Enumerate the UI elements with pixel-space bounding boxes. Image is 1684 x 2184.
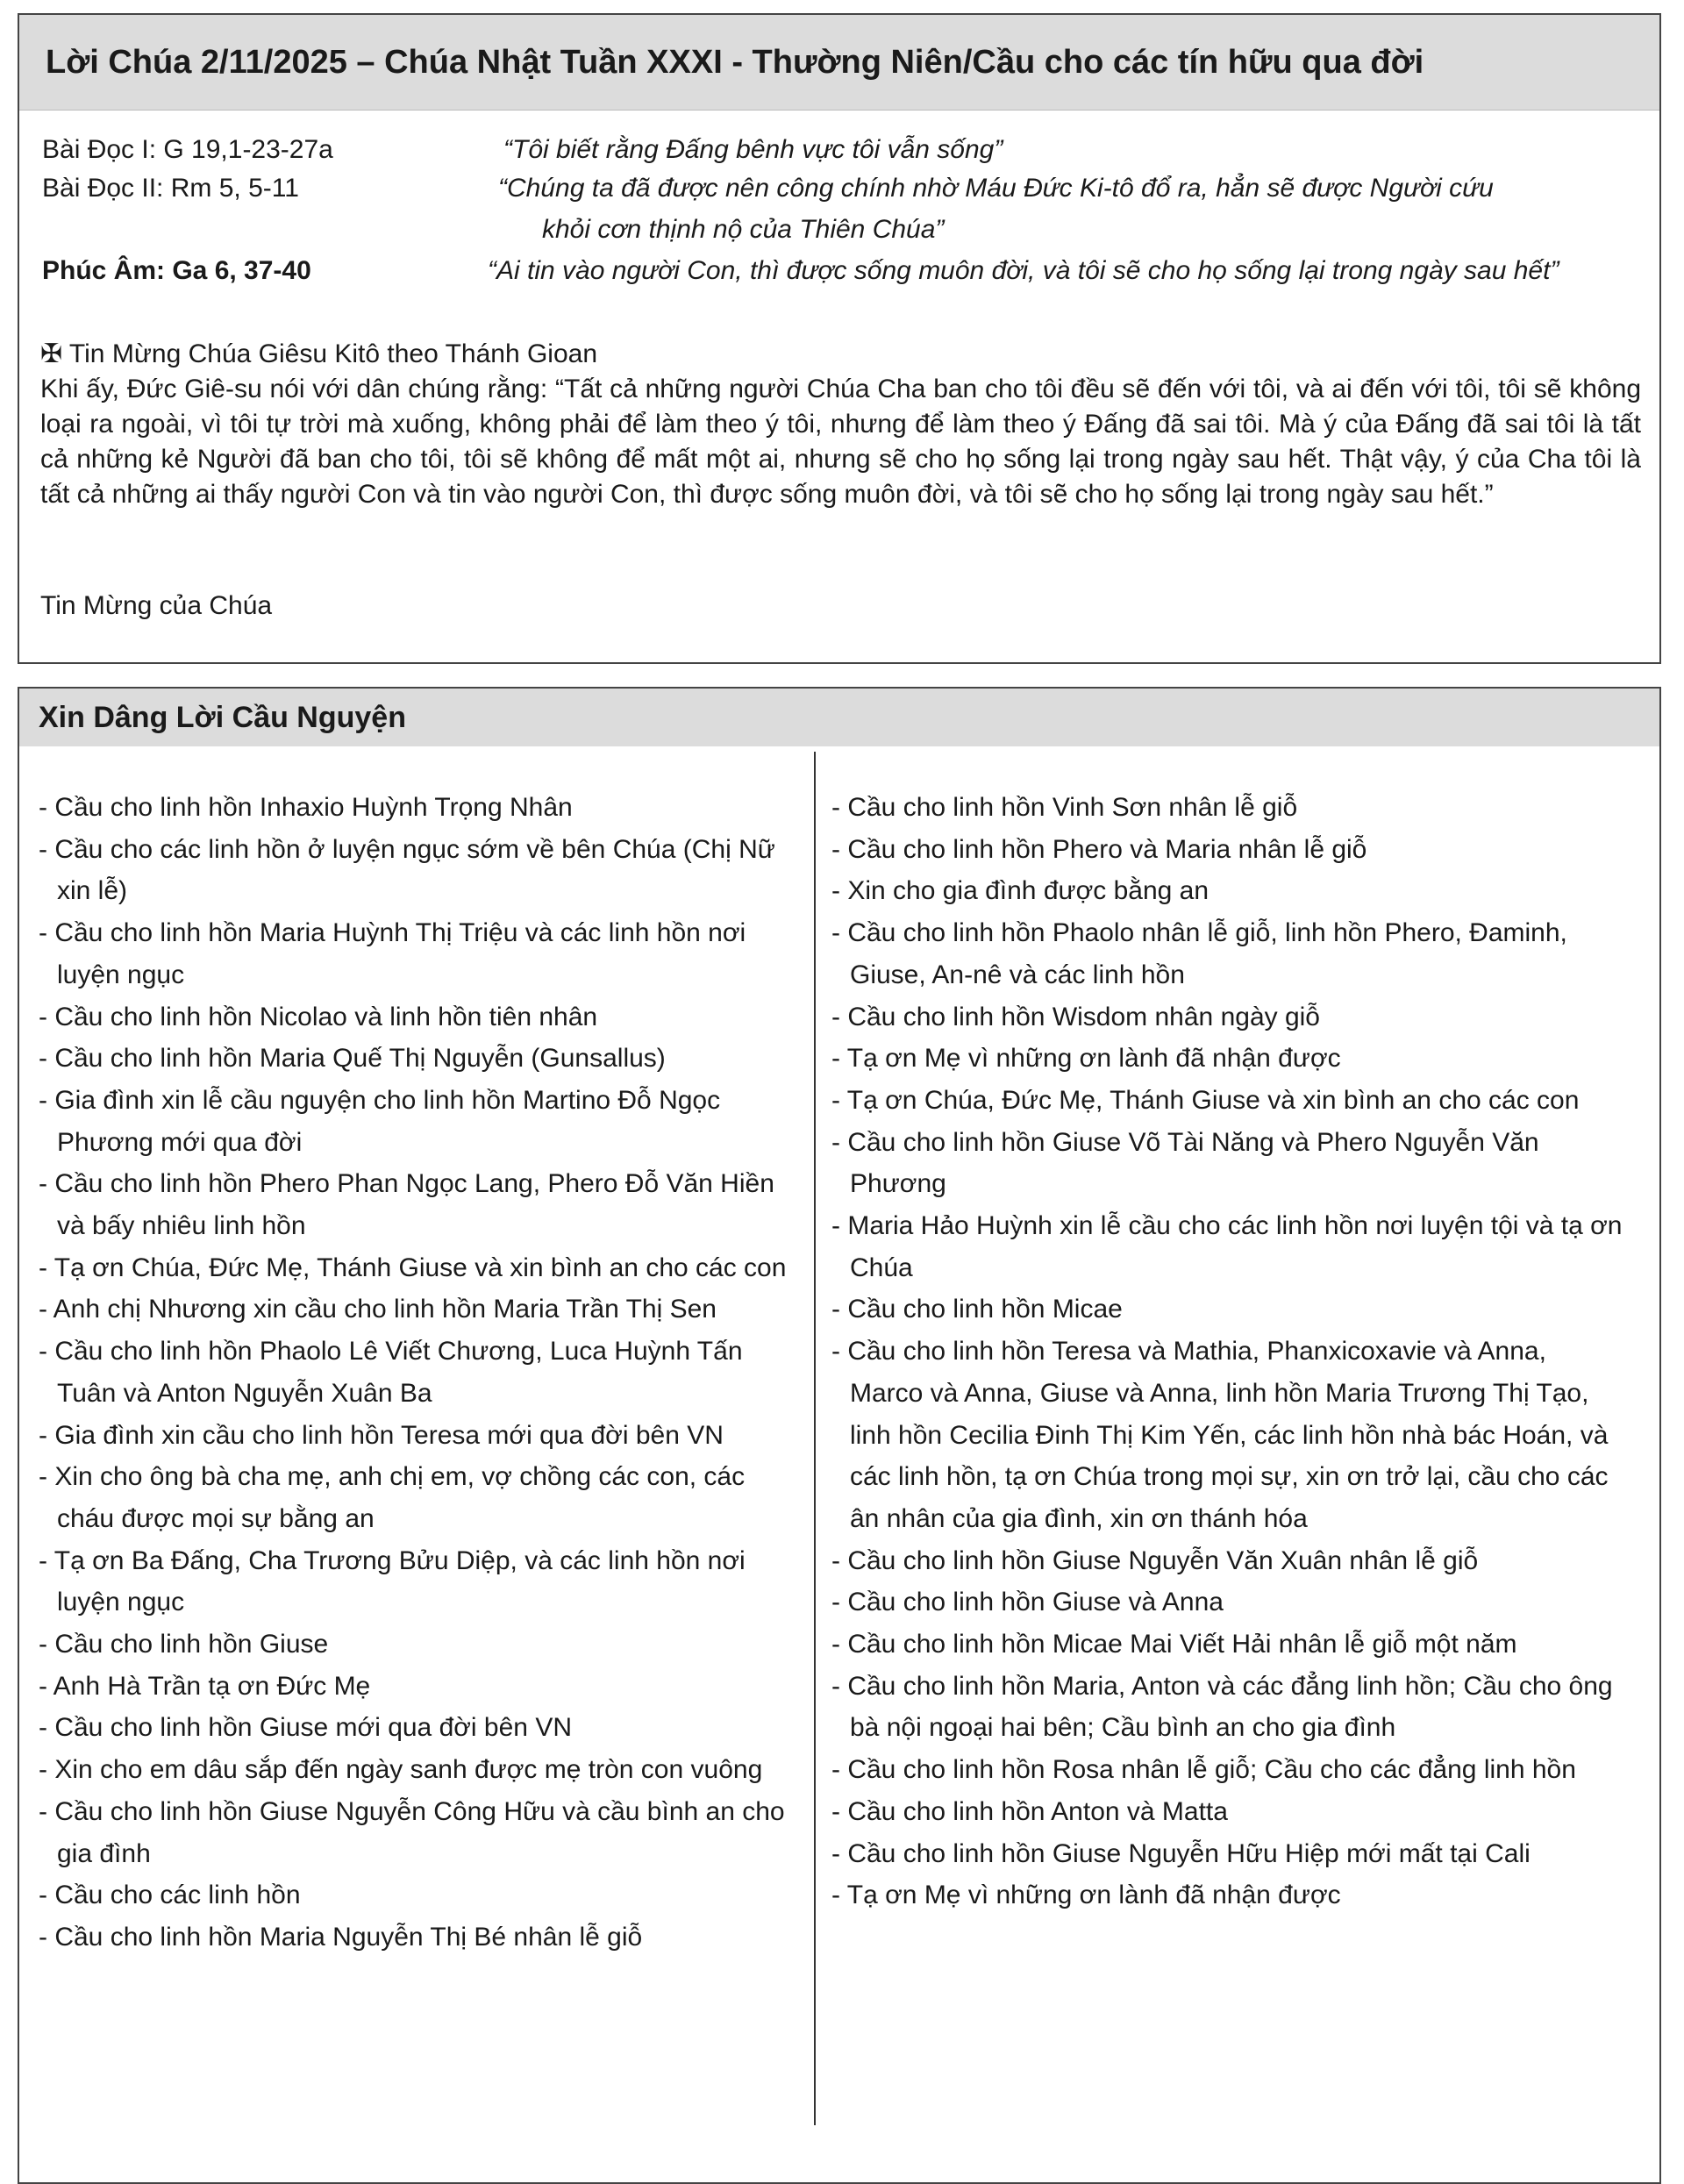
prayer-item: - Tạ ơn Chúa, Đức Mẹ, Thánh Giuse và xin bình an cho các con bbox=[831, 1085, 1580, 1115]
prayer-item: - Cầu cho linh hồn Giuse mới qua đời bên VN bbox=[39, 1713, 572, 1743]
prayer-item: - Maria Hảo Huỳnh xin lễ cầu cho các linh hồn nơi luyện tội và tạ ơn Chúa bbox=[831, 1211, 1623, 1282]
prayer-item: - Cầu cho linh hồn Phero Phan Ngọc Lang, Phero Đỗ Văn Hiền và bấy nhiêu linh hồn bbox=[39, 1169, 774, 1241]
prayer-item: - Cầu cho linh hồn Teresa và Mathia, Phanxicoxavie và Anna, Marco và Anna, Giuse và Anna, linh hồn Maria Trương Thị Tạo, linh hồn Cecilia Đinh Thị Kim Yến, các linh hồn nhà bác Hoán, và các linh hồn, tạ ơn Chúa trong mọi sự, xin ơn trở lại, cầu cho các ân nhân của gia đình, xin ơn thánh hóa bbox=[831, 1337, 1609, 1533]
prayer-item: - Anh Hà Trần tạ ơn Đức Mẹ bbox=[39, 1671, 371, 1701]
prayer-list-left bbox=[39, 787, 802, 1959]
page-title: Lời Chúa 2/11/2025 – Chúa Nhật Tuần XXXI - Thường Niên/Cầu cho các tín hữu qua đời bbox=[19, 15, 1659, 111]
prayer-item: - Gia đình xin cầu cho linh hồn Teresa mới qua đời bên VN bbox=[39, 1420, 724, 1450]
prayer-item: - Cầu cho linh hồn Anton và Matta bbox=[831, 1796, 1228, 1826]
prayer-list-right bbox=[831, 787, 1625, 1916]
prayer-item: - Cầu cho các linh hồn bbox=[39, 1881, 301, 1910]
prayer-item: - Cầu cho linh hồn Phaolo Lê Viết Chương, Luca Huỳnh Tấn Tuân và Anton Nguyễn Xuân Ba bbox=[39, 1337, 743, 1408]
prayer-item: - Tạ ơn Mẹ vì những ơn lành đã nhận được bbox=[831, 1881, 1341, 1910]
prayer-item: - Cầu cho linh hồn Giuse Võ Tài Năng và Phero Nguyễn Văn Phương bbox=[831, 1127, 1539, 1199]
prayer-item: - Cầu cho linh hồn Nicolao và linh hồn tiên nhân bbox=[39, 1002, 598, 1031]
prayer-item: - Cầu cho linh hồn Maria, Anton và các đẳng linh hồn; Cầu cho ông bà nội ngoại hai bên; Cầu bình an cho gia đình bbox=[831, 1671, 1613, 1743]
prayer-item: - Cầu cho linh hồn Giuse Nguyễn Văn Xuân nhân lễ giỗ bbox=[831, 1545, 1479, 1575]
prayer-item: - Anh chị Nhương xin cầu cho linh hồn Maria Trần Thị Sen bbox=[39, 1295, 717, 1324]
gospel-closing: Tin Mừng của Chúa bbox=[40, 591, 273, 620]
prayer-item: - Cầu cho linh hồn Inhaxio Huỳnh Trọng Nhân bbox=[39, 793, 573, 822]
prayer-item: - Cầu cho linh hồn Vinh Sơn nhân lễ giỗ bbox=[831, 793, 1298, 822]
prayer-item: - Cầu cho linh hồn Maria Quế Thị Nguyễn (Gunsallus) bbox=[39, 1044, 666, 1074]
prayer-item: - Tạ ơn Chúa, Đức Mẹ, Thánh Giuse và xin bình an cho các con bbox=[39, 1253, 787, 1282]
prayer-box bbox=[18, 687, 1661, 2184]
prayer-title: Xin Dâng Lời Cầu Nguyện bbox=[19, 689, 1659, 746]
prayer-item: - Cầu cho linh hồn Phero và Maria nhân lễ giỗ bbox=[831, 834, 1367, 864]
prayer-item: - Cầu cho linh hồn Giuse bbox=[39, 1630, 329, 1659]
reading-1-text: “Tôi biết rằng Đấng bênh vực tôi vẫn sống” bbox=[503, 135, 1003, 164]
prayer-item: - Tạ ơn Ba Đấng, Cha Trương Bửu Diệp, và các linh hồn nơi luyện ngục bbox=[39, 1545, 746, 1617]
prayer-item: - Xin cho ông bà cha mẹ, anh chị em, vợ chồng các con, các cháu được mọi sự bằng an bbox=[39, 1462, 746, 1533]
scripture-box bbox=[18, 13, 1661, 664]
prayer-item: - Cầu cho linh hồn Maria Nguyễn Thị Bé nhân lễ giỗ bbox=[39, 1922, 643, 1952]
reading-2-text-line1: “Chúng ta đã được nên công chính nhờ Máu Đức Ki-tô đổ ra, hẳn sẽ được Người cứu bbox=[498, 174, 1494, 203]
reading-1-label: Bài Đọc I: G 19,1-23-27a bbox=[42, 135, 333, 164]
prayer-item: - Xin cho em dâu sắp đến ngày sanh được mẹ tròn con vuông bbox=[39, 1755, 763, 1785]
prayer-item: - Cầu cho các linh hồn ở luyện ngục sớm về bên Chúa (Chị Nữ xin lễ) bbox=[39, 834, 775, 906]
prayer-item: - Tạ ơn Mẹ vì những ơn lành đã nhận được bbox=[831, 1044, 1341, 1074]
prayer-item: - Cầu cho linh hồn Giuse Nguyễn Công Hữu và cầu bình an cho gia đình bbox=[39, 1796, 785, 1868]
reading-3-label: Phúc Âm: Ga 6, 37-40 bbox=[42, 256, 311, 285]
prayer-item: - Cầu cho linh hồn Giuse và Anna bbox=[831, 1588, 1224, 1617]
gospel-body: Khi ấy, Đức Giê-su nói với dân chúng rằng: “Tất cả những người Chúa Cha ban cho tôi đều sẽ đến với tôi, và ai đến với tôi, tôi sẽ không loại ra ngoài, vì tôi tự trời mà xuống, không phải để làm theo ý tôi, nhưng để làm theo ý Đấng đã sai tôi. Mà ý của Đấng đã sai tôi là tất cả những kẻ Người đã ban cho tôi, tôi sẽ không để mất một ai, nhưng sẽ cho họ sống lại trong ngày sau hết. Thật vậy, ý của Cha tôi là tất cả những ai thấy người Con và tin vào người Con, thì được sống muôn đời, và tôi sẽ cho họ sống lại trong ngày sau hết.” bbox=[40, 375, 1641, 509]
prayer-item: - Cầu cho linh hồn Micae Mai Viết Hải nhân lễ giỗ một năm bbox=[831, 1630, 1517, 1659]
reading-2-text-line2: khỏi cơn thịnh nộ của Thiên Chúa” bbox=[542, 215, 945, 244]
gospel-intro: ✠ Tin Mừng Chúa Giêsu Kitô theo Thánh Gioan bbox=[40, 339, 598, 368]
prayer-item: - Cầu cho linh hồn Wisdom nhân ngày giỗ bbox=[831, 1002, 1320, 1031]
prayer-item: - Gia đình xin lễ cầu nguyện cho linh hồn Martino Đỗ Ngọc Phương mới qua đời bbox=[39, 1085, 721, 1157]
prayer-item: - Cầu cho linh hồn Maria Huỳnh Thị Triệu và các linh hồn nơi luyện ngục bbox=[39, 918, 746, 989]
prayer-item: - Cầu cho linh hồn Micae bbox=[831, 1295, 1123, 1324]
reading-2-text bbox=[498, 168, 1647, 250]
prayer-item: - Cầu cho linh hồn Rosa nhân lễ giỗ; Cầu cho các đẳng linh hồn bbox=[831, 1755, 1576, 1785]
column-divider bbox=[814, 752, 816, 2125]
reading-2-label: Bài Đọc II: Rm 5, 5-11 bbox=[42, 174, 299, 203]
prayer-item: - Cầu cho linh hồn Giuse Nguyễn Hữu Hiệp mới mất tại Cali bbox=[831, 1838, 1531, 1868]
prayer-item: - Xin cho gia đình được bằng an bbox=[831, 876, 1209, 906]
reading-3-text: “Ai tin vào người Con, thì được sống muôn đời, và tôi sẽ cho họ sống lại trong ngày sau hết” bbox=[488, 256, 1559, 285]
prayer-item: - Cầu cho linh hồn Phaolo nhân lễ giỗ, linh hồn Phero, Đaminh, Giuse, An-nê và các linh hồn bbox=[831, 918, 1567, 989]
